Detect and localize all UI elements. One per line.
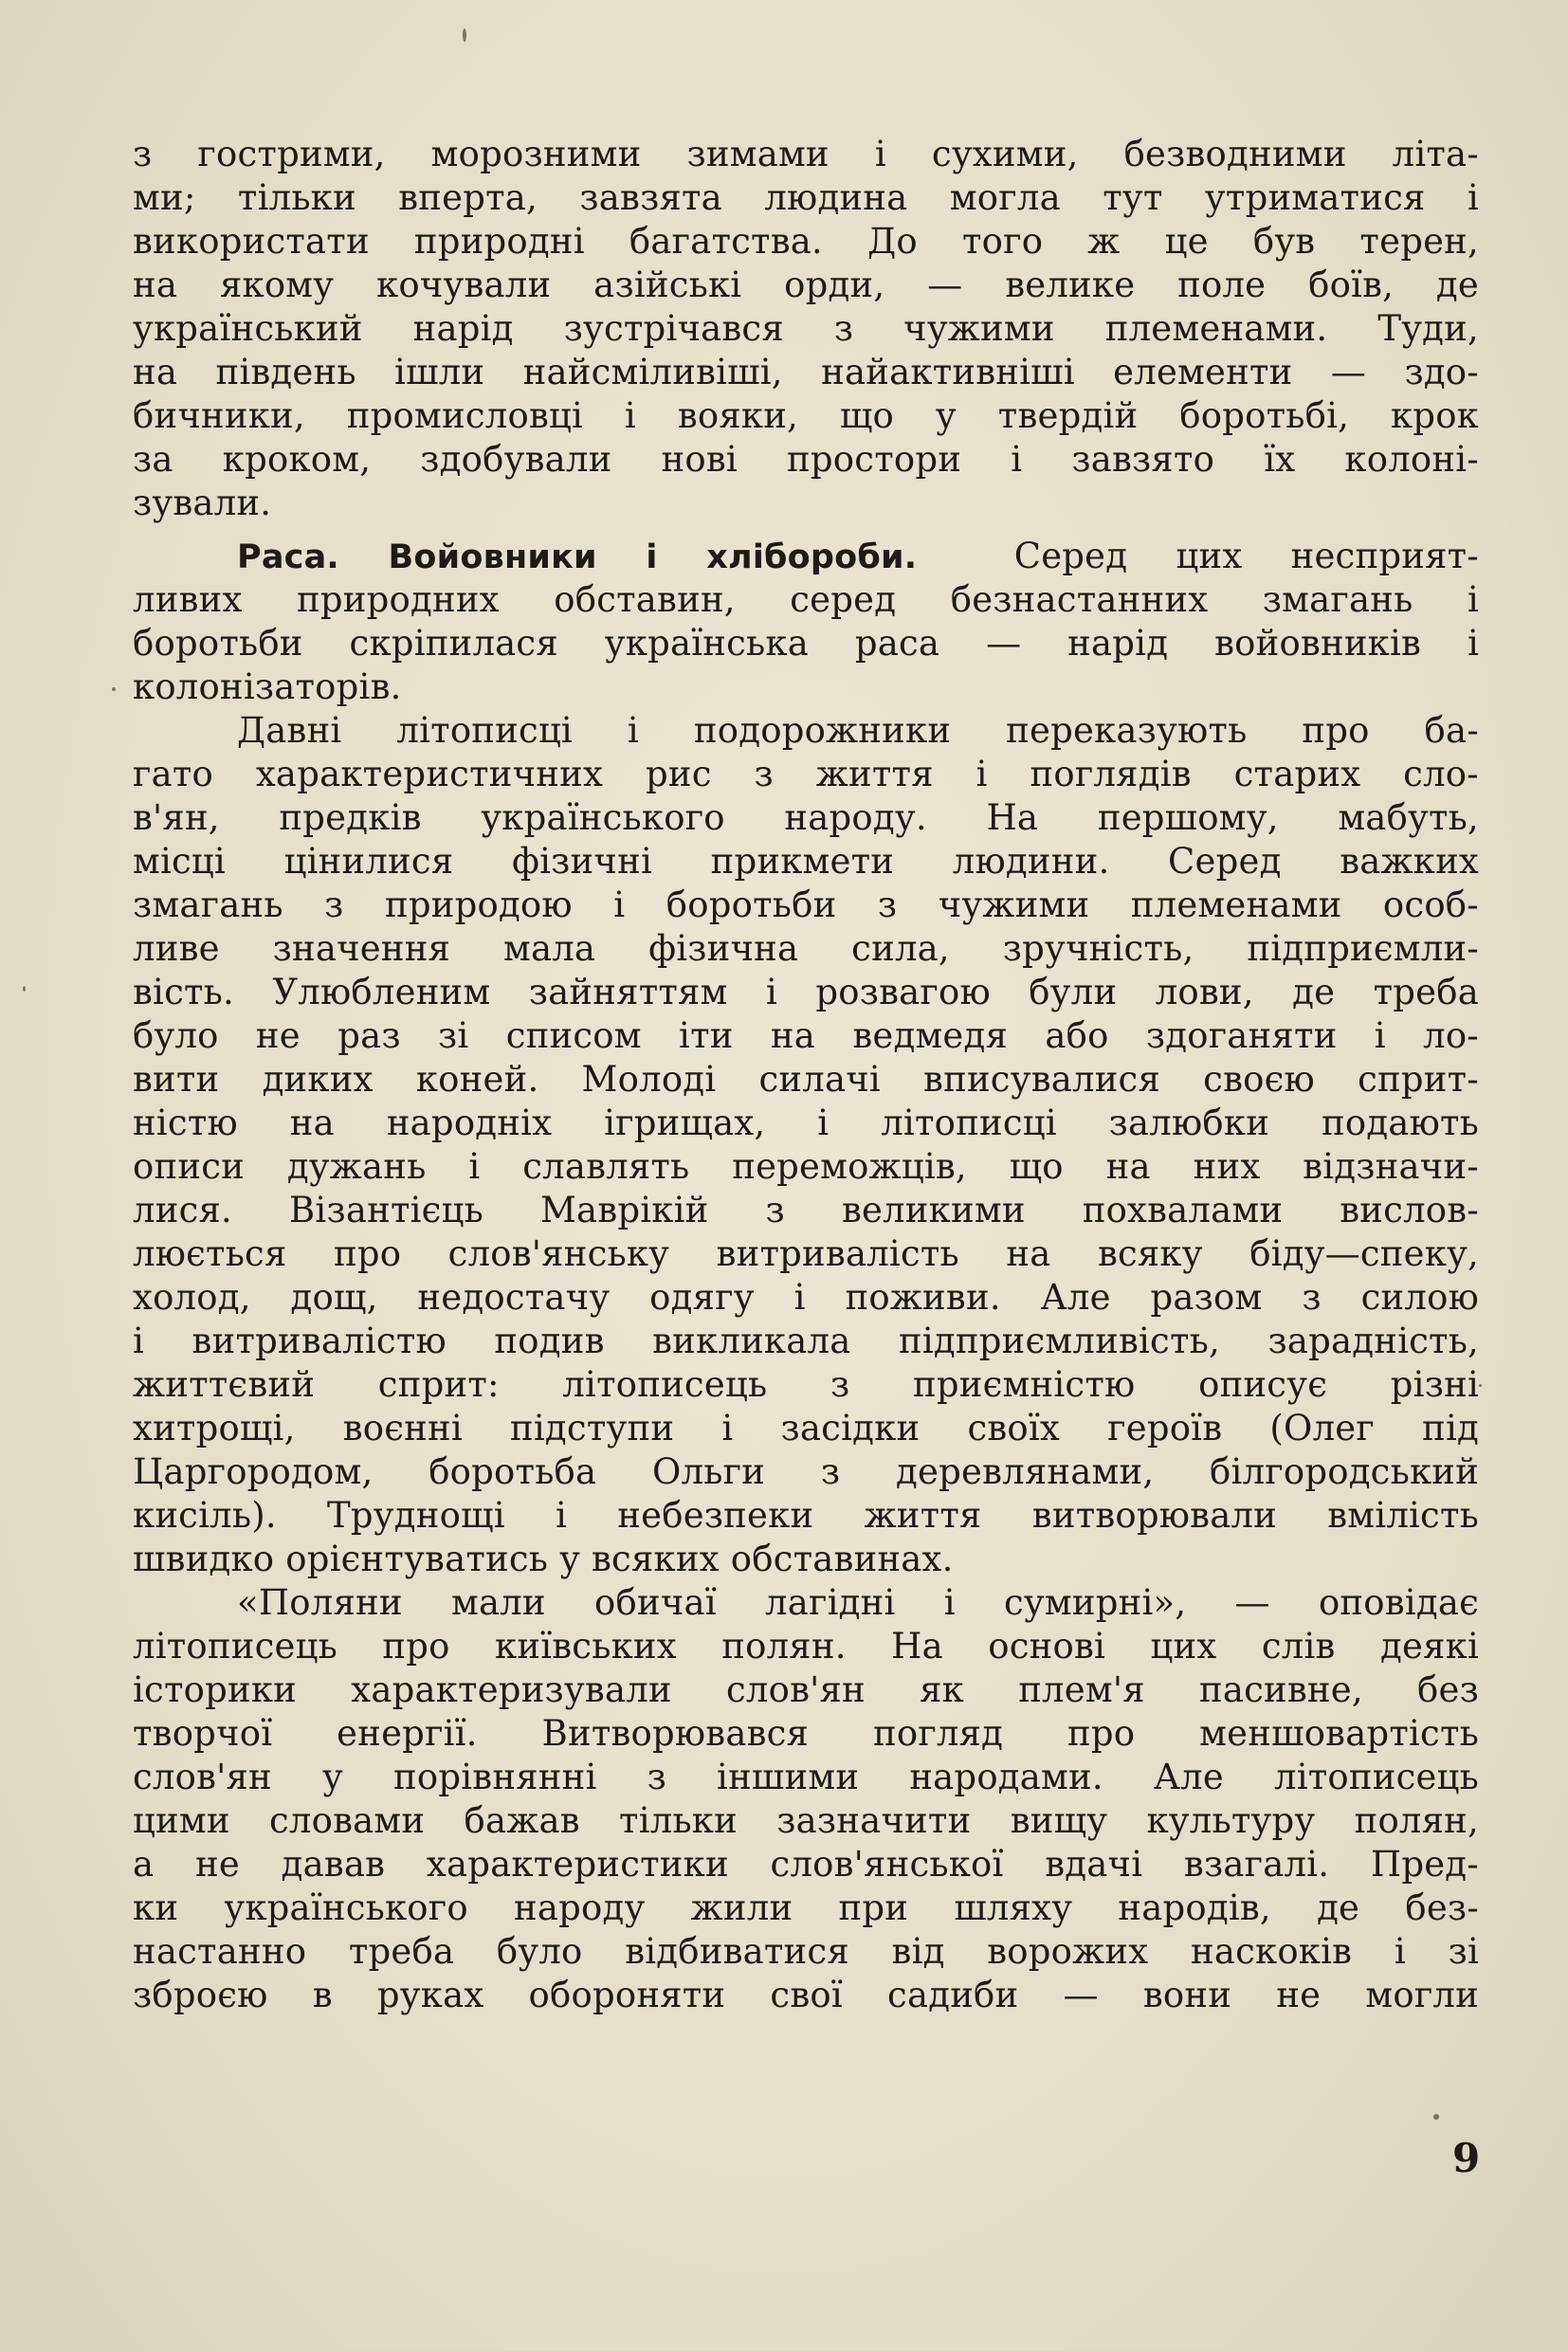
text-line: історики характеризували слов'ян як плем'я пасивне, без <box>133 1669 1479 1710</box>
text-line: ки українського народу жили при шляху народів, де без- <box>133 1887 1479 1928</box>
text-line: літописець про київських полян. На основі цих слів деякі <box>133 1626 1479 1667</box>
section-heading: Раса. Войовники і хлібороби. <box>237 538 918 576</box>
text-line: і витривалістю подив викликала підприємливість, зарадність, <box>133 1321 1479 1361</box>
text-line: за кроком, здобували нові простори і завзято їх колоні- <box>133 439 1479 480</box>
scan-speck <box>1479 1384 1482 1387</box>
text-line: люється про слов'янську витривалість на всяку біду—спеку, <box>133 1233 1479 1274</box>
heading-line-rest: Серед цих несприят- <box>1013 536 1479 576</box>
text-line: бичники, промисловці і вояки, що у твердій боротьбі, крок <box>133 395 1479 436</box>
text-line: життєвий сприт: літописець з приємністю описує різні <box>133 1364 1479 1405</box>
text-line: а не давав характеристики слов'янської вдачі взагалі. Пред- <box>133 1844 1479 1885</box>
text-line: лися. Візантієць Маврікій з великими похвалами вислов- <box>133 1190 1479 1230</box>
text-line: Давні літописці і подорожники переказують про ба- <box>237 710 1479 751</box>
scan-speck <box>23 986 26 992</box>
text-line: боротьби скріпилася українська раса — нарід войовників і <box>133 623 1479 664</box>
text-line: «Поляни мали обичаї лагідні і сумирні», — оповідає <box>237 1582 1479 1623</box>
text-line: вити диких коней. Молоді силачі вписувалися своєю сприт- <box>133 1059 1479 1100</box>
text-line: творчої енергії. Витворювався погляд про меншовартість <box>133 1713 1479 1754</box>
text-line: місці цінилися фізичні прикмети людини. Серед важких <box>133 841 1479 882</box>
paragraph-4 <box>133 1581 1479 2017</box>
text-line: змагань з природою і боротьби з чужими племенами особ- <box>133 884 1479 925</box>
page-number: 9 <box>1452 2135 1481 2181</box>
paragraph-3 <box>133 709 1479 1581</box>
text-line: на якому кочували азійські орди, — велике поле боїв, де <box>133 264 1479 305</box>
text-line: зували. <box>133 483 272 523</box>
text-line: колонізаторів. <box>133 666 402 707</box>
text-line: ністю на народніх ігрищах, і літописці залюбки подають <box>133 1103 1479 1143</box>
text-line: ми; тільки вперта, завзята людина могла тут утриматися і <box>133 177 1479 218</box>
text-line: швидко орієнтуватись у всяких обставинах. <box>133 1539 954 1579</box>
text-line: український нарід зустрічався з чужими племенами. Туди, <box>133 308 1479 349</box>
text-line: Царгородом, боротьба Ольги з деревлянами, білгородський <box>133 1451 1479 1492</box>
text-line: в'ян, предків українського народу. На першому, мабуть, <box>133 797 1479 838</box>
text-line: холод, дощ, недостачу одягу і поживи. Але разом з силою <box>133 1277 1479 1318</box>
body-text <box>133 133 1479 2017</box>
text-line: ливих природних обставин, серед безнастанних змагань і <box>133 579 1479 620</box>
paragraph-2 <box>133 535 1479 709</box>
scan-speck <box>112 687 116 691</box>
text-line: використати природні багатства. До того ж це був терен, <box>133 221 1479 262</box>
text-line: гато характеристичних рис з життя і поглядів старих сло- <box>133 754 1479 794</box>
text-line: хитрощі, воєнні підступи і засідки своїх героїв (Олег під <box>133 1408 1479 1449</box>
paragraph-1 <box>133 133 1479 525</box>
text-line: на південь ішли найсміливіші, найактивніші елементи — здо- <box>133 352 1479 392</box>
text-line: цими словами бажав тільки зазначити вищу культуру полян, <box>133 1800 1479 1841</box>
text-line: кисіль). Труднощі і небезпеки життя витворювали вмілість <box>133 1495 1479 1536</box>
text-line: описи дужань і славлять переможців, що на них відзначи- <box>133 1146 1479 1187</box>
text-line: слов'ян у порівнянні з іншими народами. Але літописець <box>133 1757 1479 1797</box>
text-line: зброєю в руках обороняти свої садиби — вони не могли <box>133 1975 1479 2015</box>
scan-speck <box>463 28 466 42</box>
text-line: було не раз зі списом іти на ведмедя або здоганяти і ло- <box>133 1015 1479 1056</box>
text-line: з гострими, морозними зимами і сухими, безводними літа- <box>133 134 1479 174</box>
text-line: настанно треба було відбиватися від ворожих наскоків і зі <box>133 1931 1479 1972</box>
text-line <box>133 535 1479 578</box>
text-line: ливе значення мала фізична сила, зручність, підприємли- <box>133 928 1479 969</box>
text-line: вість. Улюбленим зайняттям і розвагою були лови, де треба <box>133 972 1479 1012</box>
scan-speck <box>1433 2114 1439 2120</box>
